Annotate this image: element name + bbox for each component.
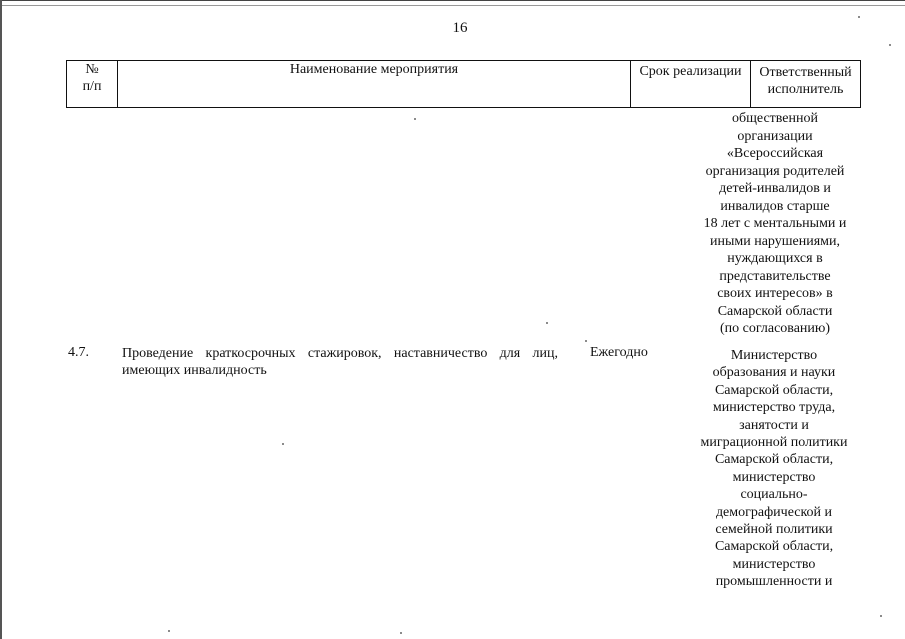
header-number-line: № xyxy=(85,62,99,77)
scan-speck xyxy=(880,615,882,617)
continued-executor-line: своих интересов» в xyxy=(717,286,833,301)
scan-speck xyxy=(414,118,416,120)
row-executor-line: Самарской области, xyxy=(714,539,834,555)
table-header xyxy=(66,60,861,108)
row-term: Ежегодно xyxy=(590,345,648,360)
page-top-border xyxy=(0,0,905,6)
header-number-cell xyxy=(67,61,118,107)
continued-executor-line: Самарской области xyxy=(717,303,833,319)
header-executor-line: Ответственный xyxy=(759,65,852,80)
page-left-border xyxy=(0,0,2,639)
row-executor-line: социально- xyxy=(740,487,808,503)
row-executor-line: миграционной политики xyxy=(700,435,848,451)
row-number: 4.7. xyxy=(68,345,89,360)
row-event-name-line: Проведение краткосрочных стажировок, наставничество для лиц, xyxy=(122,346,558,361)
row-executor-line: министерство труда, xyxy=(712,400,836,416)
continued-executor-line: представительстве xyxy=(719,268,831,284)
header-number-line: п/п xyxy=(82,79,102,94)
row-executor-line: Самарской области, xyxy=(714,452,834,468)
row-executor-line: демографической и xyxy=(715,504,833,520)
continued-executor-line: «Всероссийская xyxy=(726,146,824,161)
scan-speck xyxy=(858,16,860,18)
header-executor-cell xyxy=(751,61,860,107)
row-executor-line: Самарской области, xyxy=(714,382,834,398)
header-executor-line: исполнитель xyxy=(767,82,844,97)
row-executor-line: семейной политики xyxy=(715,522,833,538)
continued-executor-line: инвалидов старше xyxy=(720,198,830,214)
row-executor-cell xyxy=(688,347,860,591)
scan-speck xyxy=(585,340,587,342)
row-executor-line: образования и науки xyxy=(712,365,836,381)
header-name-cell: Наименование мероприятия xyxy=(118,61,631,107)
continued-executor-line: общественной xyxy=(731,111,819,126)
scan-speck xyxy=(400,632,402,634)
row-executor-line: промышленности и xyxy=(715,574,833,590)
row-executor-line: министерство xyxy=(732,556,816,572)
row-executor-line: занятости и xyxy=(739,417,809,433)
header-term-cell: Срок реализации xyxy=(631,61,751,107)
scan-speck xyxy=(546,322,548,324)
scan-speck xyxy=(168,630,170,632)
continued-executor-line: организации xyxy=(737,128,813,144)
continued-executor-line: детей-инвалидов и xyxy=(719,181,831,196)
row-executor-line: министерство xyxy=(732,469,816,485)
row-event-name-line: имеющих инвалидность xyxy=(122,363,267,378)
continued-executor-line: организация родителей xyxy=(705,163,845,179)
row-executor-line: Министерство xyxy=(730,348,818,363)
continued-executor-line: нуждающихся в xyxy=(727,251,823,266)
scan-speck xyxy=(889,44,891,46)
continued-executor-line: (по согласованию) xyxy=(719,321,831,336)
continued-executor-line: иными нарушениями, xyxy=(709,233,841,249)
continued-executor-cell xyxy=(690,110,860,338)
continued-executor-line: 18 лет с ментальными и xyxy=(703,216,847,231)
page-number: 16 xyxy=(452,20,468,36)
scan-speck xyxy=(282,443,284,445)
row-event-name xyxy=(122,345,558,379)
